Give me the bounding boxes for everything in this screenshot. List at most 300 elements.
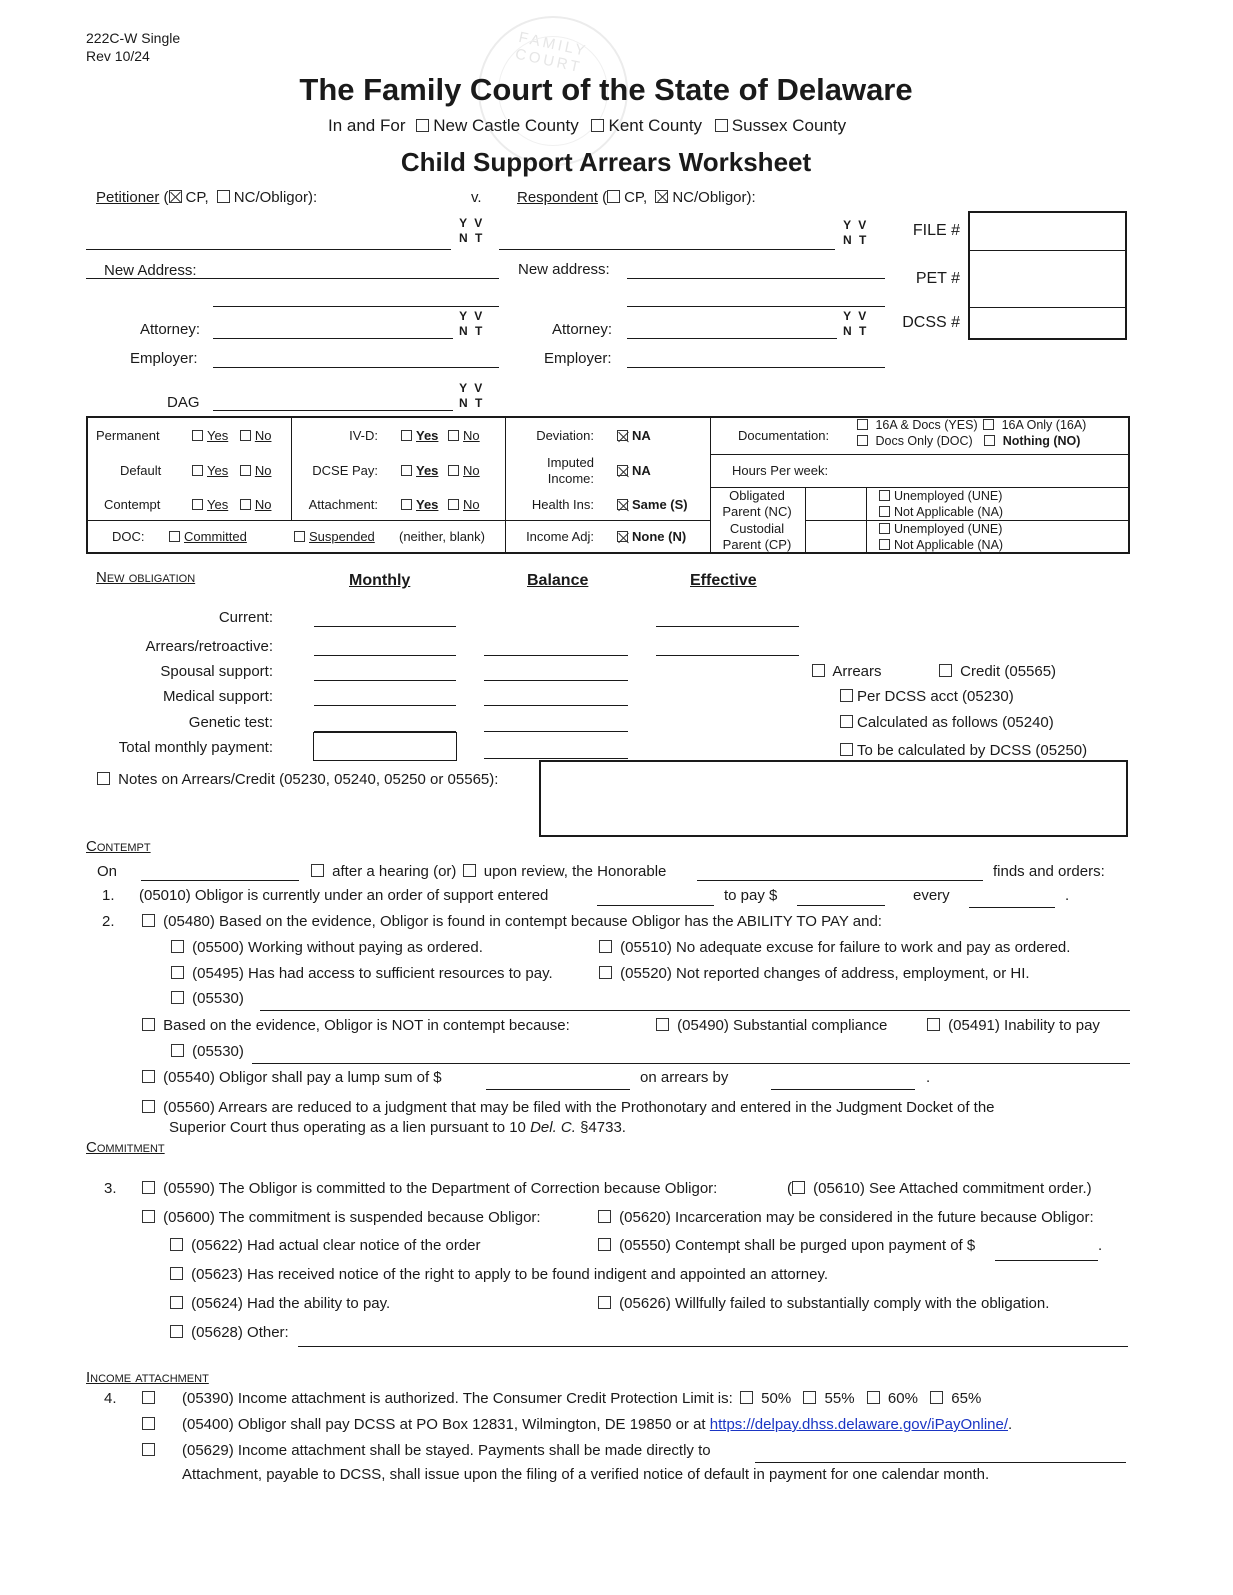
c05520-label: (05520) Not reported changes of address, employment, or HI. <box>620 965 1030 982</box>
c05629-option <box>142 1442 159 1459</box>
item-1-text: (05010) Obligor is currently under an order of support entered <box>139 887 549 904</box>
yv: Y V <box>843 218 869 232</box>
c05530-option <box>171 990 244 1007</box>
nt: N T <box>843 324 869 338</box>
c05624-option <box>170 1295 390 1312</box>
c05490-label: (05490) Substantial compliance <box>677 1017 888 1034</box>
current-effective-input[interactable] <box>656 626 799 627</box>
no-label: No <box>254 497 272 512</box>
c05620-checkbox[interactable] <box>598 1210 611 1223</box>
respondent-address-line[interactable] <box>627 278 885 279</box>
medical-monthly-input[interactable] <box>314 705 456 706</box>
c05629-checkbox[interactable] <box>142 1443 155 1456</box>
yes-label: Yes <box>416 463 439 478</box>
imputed-checkbox[interactable] <box>617 465 628 476</box>
on-arrears-label: on arrears by <box>640 1069 729 1086</box>
grid-divider <box>291 416 292 520</box>
spousal-balance-input[interactable] <box>484 680 628 681</box>
contempt-no-checkbox[interactable] <box>240 499 251 510</box>
ivd-label: IV-D: <box>349 428 378 443</box>
calculated-option <box>840 714 1054 731</box>
employer-label-right: Employer: <box>544 350 612 367</box>
c05491-label: (05491) Inability to pay <box>948 1017 1100 1034</box>
attorney-yvnt-left <box>459 309 484 339</box>
respondent-attorney-line[interactable] <box>627 338 837 339</box>
obligated-na-checkbox[interactable] <box>879 506 890 517</box>
respondent-label: Respondent <box>517 189 598 206</box>
doc-label: DOC: <box>112 529 145 544</box>
dcss-number-input[interactable] <box>970 309 1125 338</box>
c05610-checkbox[interactable] <box>792 1181 805 1194</box>
c05628-option <box>170 1324 289 1341</box>
documentation-row1 <box>857 418 1086 432</box>
worksheet-title: Child Support Arrears Worksheet <box>400 147 812 177</box>
purge-amount-input[interactable] <box>995 1260 1098 1261</box>
period-3: . <box>1098 1237 1103 1254</box>
grid-divider <box>505 416 506 554</box>
petitioner-attorney-line[interactable] <box>213 338 453 339</box>
attachment-yes-checkbox[interactable] <box>401 499 412 510</box>
unemployed-label: Unemployed (UNE) <box>894 522 1003 536</box>
grid-divider <box>710 416 711 554</box>
new-castle-checkbox[interactable] <box>416 119 429 132</box>
c05610-option <box>787 1180 1092 1197</box>
sussex-checkbox[interactable] <box>715 119 728 132</box>
c05624-checkbox[interactable] <box>170 1296 183 1309</box>
contempt-yes-checkbox[interactable] <box>192 499 203 510</box>
c05500-label: (05500) Working without paying as ordered. <box>192 939 483 956</box>
pct-65: 65% <box>951 1390 982 1407</box>
credit-label: Credit (05565) <box>960 663 1057 680</box>
yv: Y V <box>459 309 485 323</box>
notes-checkbox[interactable] <box>97 772 110 785</box>
c05510-label: (05510) No adequate excuse for failure to work and pay as ordered. <box>620 939 1071 956</box>
c05560-pre: Superior Court thus operating as a lien pursuant to 10 <box>169 1119 526 1136</box>
c05610-label: (05610) See Attached commitment order.) <box>813 1180 1092 1197</box>
hours-input[interactable] <box>834 463 1124 481</box>
respondent-yvnt <box>843 218 868 248</box>
contempt-options <box>192 497 271 512</box>
c05629-line2: Attachment, payable to DCSS, shall issue upon the filing of a verified notice of default in payment for one calendar month. <box>182 1466 990 1483</box>
hours-label: Hours Per week: <box>732 463 829 478</box>
to-be-calculated-checkbox[interactable] <box>840 743 853 756</box>
petitioner-cp-checkbox[interactable] <box>169 190 182 203</box>
pet-label: PET # <box>915 270 960 287</box>
to-pay-label: to pay $ <box>724 887 778 904</box>
yv: Y V <box>843 309 869 323</box>
c05623-label: (05623) Has received notice of the right to apply to be found indigent and appointed an attorney. <box>191 1266 828 1283</box>
obligated-unemployed-checkbox[interactable] <box>879 490 890 501</box>
col-monthly: Monthly <box>349 572 411 589</box>
arrears-by-input[interactable] <box>771 1089 915 1090</box>
yes-label: Yes <box>416 497 439 512</box>
health-label: Health Ins: <box>531 497 594 512</box>
c05620-label: (05620) Incarceration may be considered in the future because Obligor: <box>619 1209 1094 1226</box>
id-divider <box>968 250 1127 251</box>
doc-committed <box>169 529 247 544</box>
paren: ( <box>163 189 169 206</box>
doc-opt2: 16A Only (16A) <box>1001 418 1087 432</box>
c05540-checkbox[interactable] <box>142 1070 155 1083</box>
unemployed-label: Unemployed (UNE) <box>894 489 1003 503</box>
committed-label: Committed <box>184 529 247 544</box>
notes-option <box>97 771 498 788</box>
c05550-label: (05550) Contempt shall be purged upon payment of $ <box>619 1237 976 1254</box>
income-adj-val: None (N) <box>632 529 687 544</box>
yv: Y V <box>459 216 485 230</box>
spousal-monthly-input[interactable] <box>314 680 456 681</box>
imputed-label: Imputed Income: <box>547 455 594 486</box>
credit-checkbox[interactable] <box>939 664 952 677</box>
credit-option <box>939 663 1056 680</box>
c05560-label: (05560) Arrears are reduced to a judgment that may be filed with the Prothonotary and entered in the Judgment Docket of the <box>163 1099 995 1116</box>
c05495-label: (05495) Has had access to sufficient resources to pay. <box>192 965 553 982</box>
not-contempt-option <box>142 1017 570 1034</box>
yes-label: Yes <box>416 428 439 443</box>
after-hearing-label: after a hearing (or) <box>332 863 457 880</box>
c05623-checkbox[interactable] <box>170 1267 183 1280</box>
permanent-no-checkbox[interactable] <box>240 430 251 441</box>
form-revision: Rev 10/24 <box>86 48 150 64</box>
item-3-number: 3. <box>104 1180 117 1197</box>
nc-label: NC/Obligor): <box>672 189 756 206</box>
employer-label-left: Employer: <box>130 350 198 367</box>
na-label: Not Applicable (NA) <box>894 505 1004 519</box>
c05491-option <box>927 1017 1100 1034</box>
c05490-option <box>656 1017 887 1034</box>
c05620-option <box>598 1209 1094 1226</box>
documentation-row2 <box>857 434 1080 448</box>
c05628-label: (05628) Other: <box>191 1324 289 1341</box>
c05626-option <box>598 1295 1049 1312</box>
c05626-checkbox[interactable] <box>598 1296 611 1309</box>
new-address-label-right: New address: <box>518 261 610 278</box>
respondent-employer-line[interactable] <box>627 367 885 368</box>
payments-to-input[interactable] <box>755 1462 1126 1463</box>
no-label: No <box>254 428 272 443</box>
grid-divider <box>710 454 1130 455</box>
c05500-checkbox[interactable] <box>171 940 184 953</box>
obligated-status <box>879 488 1003 520</box>
c05530b-input[interactable] <box>252 1063 1130 1064</box>
imputed-value <box>617 463 651 478</box>
suspended-checkbox[interactable] <box>294 531 305 542</box>
no-label: No <box>463 463 480 478</box>
pct-55: 55% <box>824 1390 855 1407</box>
item-2 <box>142 913 882 930</box>
row-total: Total monthly payment: <box>118 739 273 756</box>
no-label: No <box>254 463 272 478</box>
attachment-options <box>401 497 480 512</box>
c05550-checkbox[interactable] <box>598 1238 611 1251</box>
dag-line[interactable] <box>213 410 453 411</box>
c05390-checkbox[interactable] <box>142 1391 155 1404</box>
pct-60: 60% <box>887 1390 918 1407</box>
pct-65-checkbox[interactable] <box>930 1391 943 1404</box>
not-contempt-checkbox[interactable] <box>142 1018 155 1031</box>
c05495-checkbox[interactable] <box>171 966 184 979</box>
kent-checkbox[interactable] <box>591 119 604 132</box>
petitioner-yvnt <box>459 216 484 246</box>
c05530-checkbox[interactable] <box>171 991 184 1004</box>
upon-review-checkbox[interactable] <box>463 864 476 877</box>
petitioner-address-line-2[interactable] <box>213 306 499 307</box>
dcse-pay-label: DCSE Pay: <box>312 463 378 478</box>
c05550-option <box>598 1237 975 1254</box>
attorney-label-left: Attorney: <box>140 321 201 338</box>
yes-label: Yes <box>207 497 229 512</box>
ivd-yes-checkbox[interactable] <box>401 430 412 441</box>
c05530b-checkbox[interactable] <box>171 1044 184 1057</box>
c05490-checkbox[interactable] <box>656 1018 669 1031</box>
dcse-pay-yes-checkbox[interactable] <box>401 465 412 476</box>
attorney-yvnt-right <box>843 309 868 339</box>
period: . <box>1065 887 1070 904</box>
dcse-pay-options <box>401 463 480 478</box>
total-monthly-input[interactable] <box>313 732 457 761</box>
arrears-checkbox[interactable] <box>812 664 825 677</box>
c05510-option <box>599 939 1070 956</box>
id-divider <box>968 307 1127 308</box>
doc-only-checkbox[interactable] <box>857 435 868 446</box>
c05560-post: §4733. <box>580 1119 626 1136</box>
default-options <box>192 463 271 478</box>
nt: N T <box>459 324 485 338</box>
deviation-value <box>617 428 651 443</box>
pct-60-checkbox[interactable] <box>867 1391 880 1404</box>
ivd-options <box>401 428 480 443</box>
cp-label: CP, <box>185 189 209 206</box>
nt: N T <box>459 231 485 245</box>
custodial-label: Custodial Parent (CP) <box>722 521 792 552</box>
c05560-ital: Del. C. <box>530 1119 576 1136</box>
petitioner-label: Petitioner <box>96 189 160 206</box>
respondent-nc-checkbox[interactable] <box>655 190 668 203</box>
c05400-row <box>182 1416 1012 1433</box>
arrears-option <box>812 663 882 680</box>
respondent-address-line-2[interactable] <box>627 306 885 307</box>
income-adj-value <box>617 529 686 544</box>
nc-label: NC/Obligor): <box>233 189 318 206</box>
yes-label: Yes <box>207 463 229 478</box>
c05623-option <box>170 1266 828 1283</box>
pct-50-checkbox[interactable] <box>740 1391 753 1404</box>
per-dcss-option <box>840 688 1014 705</box>
current-monthly-input[interactable] <box>314 626 456 627</box>
seal-text: FAMILY COURT <box>513 28 590 77</box>
new-obligation-header: New obligation <box>96 569 196 586</box>
permanent-yes-checkbox[interactable] <box>192 430 203 441</box>
c05491-checkbox[interactable] <box>927 1018 940 1031</box>
c05390-row <box>182 1390 981 1407</box>
custodial-na-checkbox[interactable] <box>879 539 890 550</box>
obligated-hours-input[interactable] <box>807 489 864 519</box>
c05530-input[interactable] <box>260 1010 1130 1011</box>
c05520-checkbox[interactable] <box>599 966 612 979</box>
suspended-label: Suspended <box>309 529 375 544</box>
on-label: On <box>97 863 118 880</box>
notes-label: Notes on Arrears/Credit (05230, 05240, 05250 or 05565): <box>118 771 499 788</box>
calculated-checkbox[interactable] <box>840 715 853 728</box>
c05400-checkbox[interactable] <box>142 1417 155 1430</box>
attorney-label-right: Attorney: <box>552 321 613 338</box>
pct-50: 50% <box>761 1390 792 1407</box>
c05400-option <box>142 1416 159 1433</box>
health-value <box>617 497 688 512</box>
ivd-no-checkbox[interactable] <box>448 430 459 441</box>
pet-number-input[interactable] <box>970 252 1125 306</box>
documentation-label: Documentation: <box>738 428 830 443</box>
file-number-input[interactable] <box>970 213 1125 249</box>
c05540-label: (05540) Obligor shall pay a lump sum of $ <box>163 1069 442 1086</box>
nt: N T <box>843 233 869 247</box>
custodial-unemployed-checkbox[interactable] <box>879 523 890 534</box>
dcse-pay-no-checkbox[interactable] <box>448 465 459 476</box>
c05480-checkbox[interactable] <box>142 914 155 927</box>
income-header: Income attachment <box>86 1369 209 1386</box>
petitioner-address-line[interactable] <box>86 278 499 279</box>
dcss-label: DCSS # <box>902 314 960 331</box>
lump-sum-input[interactable] <box>486 1089 630 1090</box>
deviation-checkbox[interactable] <box>617 430 628 441</box>
after-hearing-checkbox[interactable] <box>311 864 324 877</box>
form-id: 222C-W Single <box>86 30 181 46</box>
income-adj-checkbox[interactable] <box>617 531 628 542</box>
county-select <box>328 116 846 136</box>
doc-opt4: Nothing (NO) <box>1002 434 1081 448</box>
c05530b-label: (05530) <box>192 1043 244 1060</box>
order-date-input[interactable] <box>597 905 714 906</box>
default-label: Default <box>120 463 162 478</box>
obligated-label: Obligated Parent (NC) <box>722 488 792 519</box>
c05560-option <box>142 1099 995 1116</box>
c05590-option <box>142 1180 717 1197</box>
default-yes-checkbox[interactable] <box>192 465 203 476</box>
committed-checkbox[interactable] <box>169 531 180 542</box>
pct-55-checkbox[interactable] <box>803 1391 816 1404</box>
custodial-hours-input[interactable] <box>807 522 864 552</box>
c05500-option <box>171 939 483 956</box>
genetic-balance-input[interactable] <box>484 731 628 732</box>
attachment-no-checkbox[interactable] <box>448 499 459 510</box>
item-1-number: 1. <box>102 887 115 904</box>
imputed-val: NA <box>632 463 651 478</box>
doc-16a-checkbox[interactable] <box>983 419 994 430</box>
respondent-header <box>517 189 756 206</box>
doc-yes-checkbox[interactable] <box>857 419 868 430</box>
c05600-label: (05600) The commitment is suspended because Obligor: <box>163 1209 541 1226</box>
deviation-label: Deviation: <box>536 428 594 443</box>
c05624-label: (05624) Had the ability to pay. <box>191 1295 391 1312</box>
medical-balance-input[interactable] <box>484 705 628 706</box>
ipay-online-link[interactable]: https://delpay.dhss.delaware.gov/iPayOnline/ <box>709 1416 1009 1433</box>
to-be-calculated-label: To be calculated by DCSS (05250) <box>857 742 1088 759</box>
new-address-label-left: New Address: <box>104 262 197 279</box>
calculated-label: Calculated as follows (05240) <box>857 714 1054 731</box>
c05530-label: (05530) <box>192 990 244 1007</box>
total-balance-input[interactable] <box>484 758 628 759</box>
petitioner-employer-line[interactable] <box>213 367 499 368</box>
c05560-checkbox[interactable] <box>142 1100 155 1113</box>
arrears-monthly-input[interactable] <box>314 655 456 656</box>
commitment-header: Commitment <box>86 1139 165 1156</box>
period-2: . <box>926 1069 931 1086</box>
doc-neither: (neither, blank) <box>399 529 485 544</box>
permanent-label: Permanent <box>96 428 160 443</box>
health-checkbox[interactable] <box>617 499 628 510</box>
c05622-checkbox[interactable] <box>170 1238 183 1251</box>
yes-label: Yes <box>207 428 229 443</box>
deviation-val: NA <box>632 428 651 443</box>
nt: N T <box>459 396 485 410</box>
finds-orders: finds and orders: <box>993 863 1105 880</box>
to-pay-input[interactable] <box>797 905 885 906</box>
file-label: FILE # <box>912 222 960 239</box>
c05530b-option <box>171 1043 244 1060</box>
notes-textarea[interactable] <box>539 760 1128 837</box>
no-label: No <box>463 428 480 443</box>
c05590-checkbox[interactable] <box>142 1181 155 1194</box>
period-4: . <box>1008 1416 1013 1433</box>
court-title: The Family Court of the State of Delaware <box>299 72 913 107</box>
col-effective: Effective <box>690 572 757 589</box>
c05495-option <box>171 965 553 982</box>
row-medical: Medical support: <box>162 688 273 705</box>
respondent-name-line[interactable] <box>499 249 835 250</box>
c05510-checkbox[interactable] <box>599 940 612 953</box>
c05480-label: (05480) Based on the evidence, Obligor is found in contempt because Obligor has the ABILITY TO PAY and: <box>163 913 882 930</box>
honorable-input[interactable] <box>697 880 983 881</box>
petitioner-header <box>96 189 317 206</box>
c05600-checkbox[interactable] <box>142 1210 155 1223</box>
row-genetic: Genetic test: <box>188 714 273 731</box>
petitioner-nc-checkbox[interactable] <box>217 190 230 203</box>
grid-divider <box>86 520 710 521</box>
contempt-label: Contempt <box>104 497 161 512</box>
doc-opt3: Docs Only (DOC) <box>875 434 973 448</box>
other-input[interactable] <box>298 1346 1128 1347</box>
per-dcss-checkbox[interactable] <box>840 689 853 702</box>
c05628-checkbox[interactable] <box>170 1325 183 1338</box>
county-prefix: In and For <box>328 116 406 135</box>
county-kent: Kent County <box>608 116 703 135</box>
to-be-calculated-option <box>840 742 1087 759</box>
c05600-option <box>142 1209 541 1226</box>
default-no-checkbox[interactable] <box>240 465 251 476</box>
not-contempt-label: Based on the evidence, Obligor is NOT in contempt because: <box>163 1017 570 1034</box>
cp-label: CP, <box>624 189 648 206</box>
after-hearing-option <box>311 863 666 880</box>
no-label: No <box>463 497 480 512</box>
versus: v. <box>471 189 482 206</box>
county-sussex: Sussex County <box>731 116 847 135</box>
item-4-number: 4. <box>104 1390 117 1407</box>
contempt-header: Contempt <box>86 838 151 855</box>
arrears-balance-input[interactable] <box>484 655 628 656</box>
hearing-date-input[interactable] <box>141 880 299 881</box>
dag-label: DAG <box>167 394 200 411</box>
petitioner-name-line[interactable] <box>86 249 451 250</box>
col-balance: Balance <box>527 572 589 589</box>
arrears-label: Arrears <box>832 663 882 680</box>
na-label: Not Applicable (NA) <box>894 538 1004 552</box>
arrears-effective-input[interactable] <box>656 655 799 656</box>
every-input[interactable] <box>969 907 1055 908</box>
respondent-cp-checkbox[interactable] <box>607 190 620 203</box>
item-2-number: 2. <box>102 913 115 930</box>
doc-nothing-checkbox[interactable] <box>984 435 995 446</box>
c05390-option <box>142 1390 159 1407</box>
